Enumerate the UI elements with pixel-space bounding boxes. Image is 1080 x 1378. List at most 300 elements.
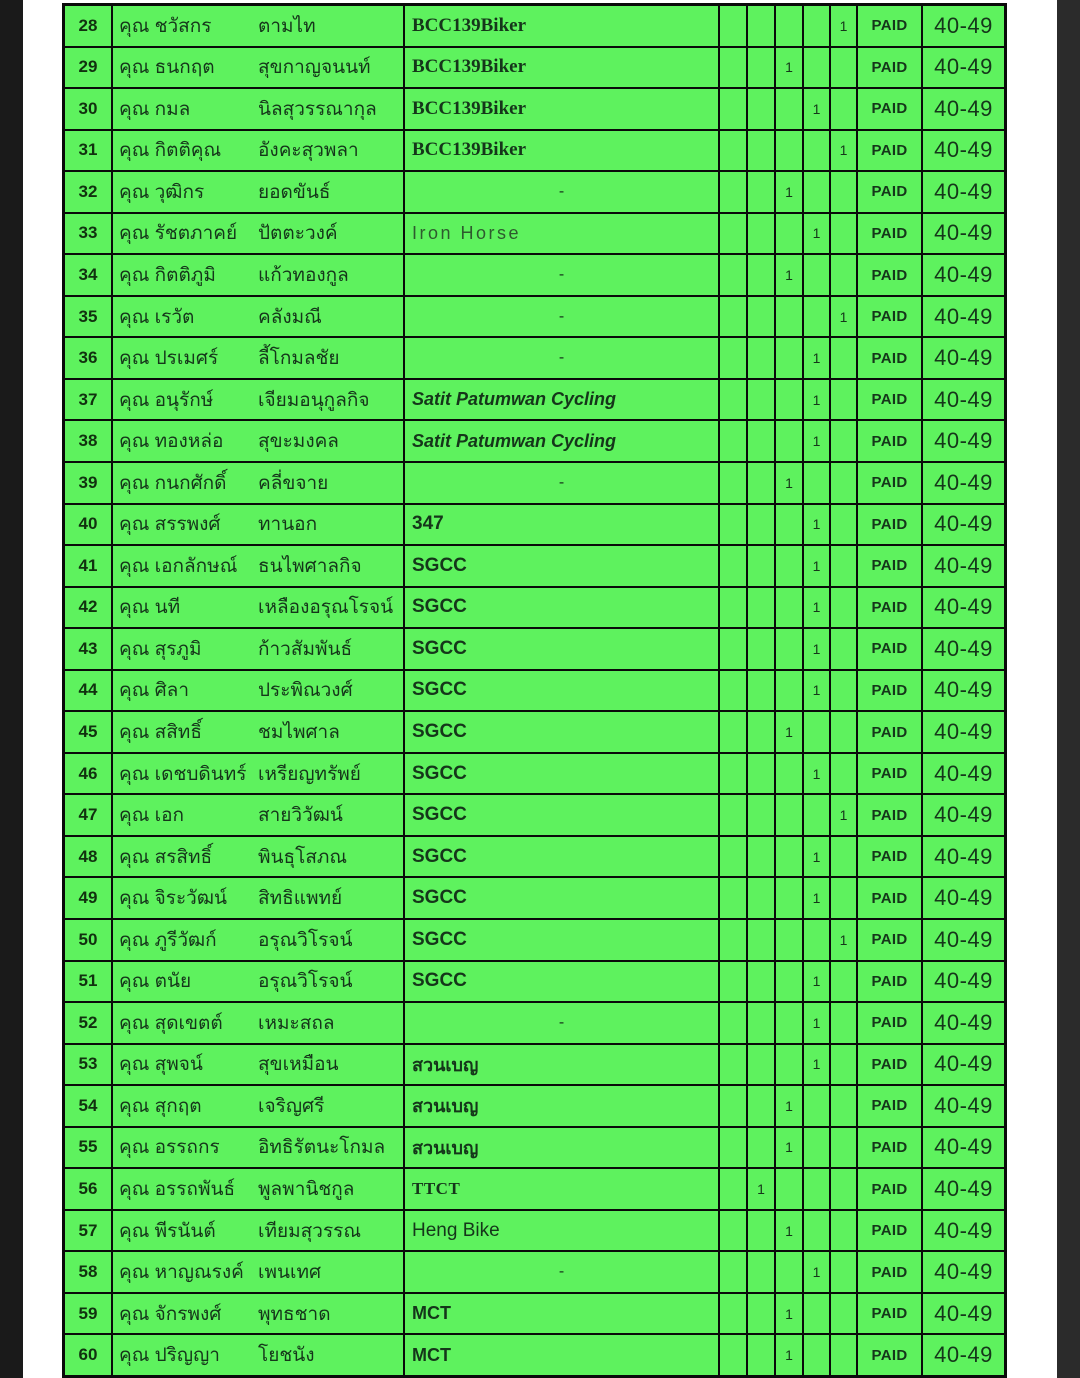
payment-status: PAID	[858, 380, 921, 420]
mark-cell-5	[831, 463, 856, 503]
mark-cell-2	[748, 172, 774, 212]
mark-cell-1	[720, 48, 746, 88]
team-cell: SGCC	[405, 920, 718, 960]
team-cell: -	[405, 255, 718, 295]
row-number: 36	[65, 338, 111, 378]
mark-cell-4	[804, 48, 829, 88]
mark-cell-5	[831, 1128, 856, 1168]
rider-last-name: ก้าวสัมพันธ์	[258, 638, 353, 660]
mark-cell-4	[804, 463, 829, 503]
mark-cell-4	[804, 297, 829, 337]
mark-cell-5	[831, 1169, 856, 1209]
rider-last-name: ปัตตะวงค์	[258, 223, 338, 245]
row-number: 51	[65, 962, 111, 1002]
mark-cell-1	[720, 421, 746, 461]
mark-cell-4: 1	[804, 1045, 829, 1085]
row-number: 29	[65, 48, 111, 88]
mark-cell-5	[831, 1252, 856, 1292]
mark-cell-3	[776, 421, 802, 461]
mark-cell-5	[831, 214, 856, 254]
team-cell: Satit Patumwan Cycling	[405, 380, 718, 420]
age-category: 40-49	[923, 463, 1004, 503]
rider-name-cell	[113, 1003, 403, 1043]
mark-cell-1	[720, 754, 746, 794]
team-cell: Heng Bike	[405, 1211, 718, 1251]
rider-name-cell	[113, 131, 403, 171]
rider-last-name: เจียมอนุกูลกิจ	[258, 389, 370, 411]
mark-cell-3	[776, 1045, 802, 1085]
rider-first-name: คุณ สรรพงศ์	[119, 514, 221, 536]
row-number: 38	[65, 421, 111, 461]
team-cell: SGCC	[405, 588, 718, 628]
row-number: 52	[65, 1003, 111, 1043]
team-cell: SGCC	[405, 671, 718, 711]
payment-status: PAID	[858, 1335, 921, 1375]
rider-last-name: ตามไท	[258, 15, 316, 37]
payment-status: PAID	[858, 297, 921, 337]
mark-cell-3: 1	[776, 255, 802, 295]
mark-cell-5	[831, 1086, 856, 1126]
mark-cell-4: 1	[804, 671, 829, 711]
mark-cell-2	[748, 505, 774, 545]
age-category: 40-49	[923, 671, 1004, 711]
rider-last-name: แก้วทองกูล	[258, 265, 349, 287]
row-number: 34	[65, 255, 111, 295]
rider-name-cell	[113, 89, 403, 129]
mark-cell-1	[720, 380, 746, 420]
payment-status: PAID	[858, 546, 921, 586]
rider-first-name: คุณ ทองหล่อ	[119, 431, 224, 453]
team-cell: SGCC	[405, 878, 718, 918]
row-number: 49	[65, 878, 111, 918]
rider-name-cell	[113, 6, 403, 46]
mark-cell-2	[748, 588, 774, 628]
rider-last-name: อังคะสุวพลา	[258, 140, 359, 162]
mark-cell-5	[831, 89, 856, 129]
team-cell: SGCC	[405, 754, 718, 794]
rider-last-name: สุขเหมือน	[258, 1054, 339, 1076]
mark-cell-4	[804, 1086, 829, 1126]
rider-last-name: ทานอก	[258, 514, 318, 536]
rider-name-cell	[113, 338, 403, 378]
rider-name-cell	[113, 380, 403, 420]
age-category: 40-49	[923, 380, 1004, 420]
rider-last-name: ยอดขันธ์	[258, 181, 331, 203]
mark-cell-5	[831, 421, 856, 461]
mark-cell-5	[831, 837, 856, 877]
mark-cell-3: 1	[776, 1211, 802, 1251]
team-cell: -	[405, 1252, 718, 1292]
age-category: 40-49	[923, 1211, 1004, 1251]
mark-cell-1	[720, 1252, 746, 1292]
mark-cell-2	[748, 131, 774, 171]
rider-last-name: พูลพานิชกูล	[258, 1179, 355, 1201]
mark-cell-1	[720, 255, 746, 295]
mark-cell-1	[720, 920, 746, 960]
rider-last-name: อรุณวิโรจน์	[258, 929, 353, 951]
mark-cell-1	[720, 878, 746, 918]
mark-cell-4	[804, 1128, 829, 1168]
row-number: 37	[65, 380, 111, 420]
mark-cell-5: 1	[831, 131, 856, 171]
mark-cell-1	[720, 837, 746, 877]
mark-cell-2	[748, 214, 774, 254]
payment-status: PAID	[858, 1252, 921, 1292]
mark-cell-2	[748, 1335, 774, 1375]
payment-status: PAID	[858, 6, 921, 46]
mark-cell-3	[776, 1252, 802, 1292]
mark-cell-1	[720, 588, 746, 628]
mark-cell-2	[748, 671, 774, 711]
age-category: 40-49	[923, 588, 1004, 628]
rider-name-cell	[113, 837, 403, 877]
mark-cell-4	[804, 1169, 829, 1209]
mark-cell-3	[776, 920, 802, 960]
mark-cell-1	[720, 962, 746, 1002]
rider-name-cell	[113, 1335, 403, 1375]
payment-status: PAID	[858, 214, 921, 254]
registration-table	[62, 3, 1007, 1378]
mark-cell-3	[776, 1003, 802, 1043]
team-cell: สวนเบญ	[405, 1086, 718, 1126]
row-number: 43	[65, 629, 111, 669]
mark-cell-3: 1	[776, 1294, 802, 1334]
rider-name-cell	[113, 962, 403, 1002]
team-cell: SGCC	[405, 546, 718, 586]
row-number: 35	[65, 297, 111, 337]
mark-cell-1	[720, 1045, 746, 1085]
mark-cell-4: 1	[804, 878, 829, 918]
team-cell: TTCT	[405, 1169, 718, 1209]
rider-name-cell	[113, 505, 403, 545]
rider-first-name: คุณ วุฒิกร	[119, 181, 205, 203]
team-cell: SGCC	[405, 629, 718, 669]
mark-cell-5	[831, 48, 856, 88]
rider-last-name: สุขะมงคล	[258, 431, 339, 453]
left-black-bar	[0, 0, 23, 1378]
team-cell: Satit Patumwan Cycling	[405, 421, 718, 461]
team-cell: 347	[405, 505, 718, 545]
team-cell: สวนเบญ	[405, 1045, 718, 1085]
rider-name-cell	[113, 214, 403, 254]
mark-cell-2	[748, 629, 774, 669]
mark-cell-3	[776, 214, 802, 254]
payment-status: PAID	[858, 505, 921, 545]
mark-cell-5	[831, 338, 856, 378]
rider-name-cell	[113, 1128, 403, 1168]
payment-status: PAID	[858, 1294, 921, 1334]
payment-status: PAID	[858, 837, 921, 877]
rider-last-name: เจริญศรี	[258, 1095, 325, 1117]
team-cell: SGCC	[405, 962, 718, 1002]
rider-last-name: สิทธิแพทย์	[258, 888, 343, 910]
rider-last-name: ประพิณวงศ์	[258, 680, 353, 702]
mark-cell-1	[720, 1335, 746, 1375]
team-cell: Iron Horse	[405, 214, 718, 254]
row-number: 59	[65, 1294, 111, 1334]
age-category: 40-49	[923, 1169, 1004, 1209]
row-number: 47	[65, 795, 111, 835]
mark-cell-3	[776, 297, 802, 337]
rider-first-name: คุณ จิระวัฒน์	[119, 888, 227, 910]
mark-cell-1	[720, 214, 746, 254]
mark-cell-5	[831, 1335, 856, 1375]
payment-status: PAID	[858, 1211, 921, 1251]
payment-status: PAID	[858, 671, 921, 711]
team-cell: SGCC	[405, 712, 718, 752]
rider-last-name: สุขกาญจนนท์	[258, 57, 371, 79]
payment-status: PAID	[858, 920, 921, 960]
mark-cell-4	[804, 712, 829, 752]
mark-cell-4	[804, 1294, 829, 1334]
rider-first-name: คุณ กนกศักดิ์	[119, 472, 227, 494]
mark-cell-5	[831, 878, 856, 918]
rider-last-name: ลี้โกมลชัย	[258, 348, 340, 370]
row-number: 54	[65, 1086, 111, 1126]
mark-cell-1	[720, 795, 746, 835]
rider-first-name: คุณ อรรถกร	[119, 1137, 220, 1159]
mark-cell-1	[720, 1086, 746, 1126]
mark-cell-3: 1	[776, 1335, 802, 1375]
mark-cell-5	[831, 172, 856, 212]
age-category: 40-49	[923, 505, 1004, 545]
row-number: 39	[65, 463, 111, 503]
row-number: 33	[65, 214, 111, 254]
team-cell: BCC139Biker	[405, 89, 718, 129]
mark-cell-3	[776, 338, 802, 378]
mark-cell-2	[748, 6, 774, 46]
mark-cell-2	[748, 255, 774, 295]
mark-cell-4: 1	[804, 754, 829, 794]
rider-name-cell	[113, 878, 403, 918]
mark-cell-3	[776, 505, 802, 545]
mark-cell-2	[748, 48, 774, 88]
payment-status: PAID	[858, 255, 921, 295]
rider-last-name: เหรียญทรัพย์	[258, 763, 361, 785]
rider-first-name: คุณ สุพจน์	[119, 1054, 203, 1076]
rider-first-name: คุณ ปริญญา	[119, 1345, 220, 1367]
payment-status: PAID	[858, 89, 921, 129]
mark-cell-3: 1	[776, 172, 802, 212]
mark-cell-3	[776, 629, 802, 669]
team-cell: SGCC	[405, 795, 718, 835]
mark-cell-3	[776, 962, 802, 1002]
payment-status: PAID	[858, 629, 921, 669]
right-black-bar	[1057, 0, 1080, 1378]
rider-first-name: คุณ ธนกฤต	[119, 57, 215, 79]
rider-last-name: โยชนัง	[258, 1345, 315, 1367]
rider-name-cell	[113, 712, 403, 752]
row-number: 41	[65, 546, 111, 586]
payment-status: PAID	[858, 754, 921, 794]
age-category: 40-49	[923, 546, 1004, 586]
mark-cell-4	[804, 1335, 829, 1375]
payment-status: PAID	[858, 588, 921, 628]
mark-cell-4: 1	[804, 380, 829, 420]
mark-cell-5: 1	[831, 795, 856, 835]
mark-cell-5	[831, 671, 856, 711]
rider-name-cell	[113, 629, 403, 669]
age-category: 40-49	[923, 1252, 1004, 1292]
payment-status: PAID	[858, 1169, 921, 1209]
rider-last-name: เหลืองอรุณโรจน์	[258, 597, 394, 619]
rider-first-name: คุณ สุกฤต	[119, 1095, 202, 1117]
mark-cell-3: 1	[776, 1086, 802, 1126]
mark-cell-5	[831, 1045, 856, 1085]
mark-cell-5	[831, 962, 856, 1002]
mark-cell-4: 1	[804, 505, 829, 545]
rider-name-cell	[113, 920, 403, 960]
rider-last-name: ชมไพศาล	[258, 722, 340, 744]
rider-first-name: คุณ สรสิทธิ์	[119, 846, 213, 868]
age-category: 40-49	[923, 6, 1004, 46]
rider-name-cell	[113, 1169, 403, 1209]
mark-cell-1	[720, 338, 746, 378]
mark-cell-2	[748, 463, 774, 503]
row-number: 55	[65, 1128, 111, 1168]
mark-cell-2	[748, 1086, 774, 1126]
row-number: 48	[65, 837, 111, 877]
mark-cell-5: 1	[831, 6, 856, 46]
age-category: 40-49	[923, 1335, 1004, 1375]
mark-cell-1	[720, 671, 746, 711]
rider-name-cell	[113, 588, 403, 628]
rider-first-name: คุณ เอกลักษณ์	[119, 555, 238, 577]
rider-name-cell	[113, 1211, 403, 1251]
mark-cell-4	[804, 255, 829, 295]
mark-cell-2: 1	[748, 1169, 774, 1209]
mark-cell-2	[748, 546, 774, 586]
mark-cell-5	[831, 1003, 856, 1043]
payment-status: PAID	[858, 463, 921, 503]
mark-cell-1	[720, 6, 746, 46]
mark-cell-2	[748, 1294, 774, 1334]
mark-cell-2	[748, 380, 774, 420]
team-cell: BCC139Biker	[405, 131, 718, 171]
mark-cell-2	[748, 795, 774, 835]
age-category: 40-49	[923, 89, 1004, 129]
payment-status: PAID	[858, 48, 921, 88]
rider-first-name: คุณ กิตติภูมิ	[119, 265, 216, 287]
mark-cell-4: 1	[804, 962, 829, 1002]
age-category: 40-49	[923, 172, 1004, 212]
mark-cell-1	[720, 297, 746, 337]
mark-cell-1	[720, 505, 746, 545]
rider-first-name: คุณ เรวัต	[119, 306, 195, 328]
rider-last-name: อรุณวิโรจน์	[258, 971, 353, 993]
mark-cell-5	[831, 754, 856, 794]
rider-name-cell	[113, 297, 403, 337]
row-number: 45	[65, 712, 111, 752]
mark-cell-5	[831, 546, 856, 586]
age-category: 40-49	[923, 131, 1004, 171]
mark-cell-1	[720, 463, 746, 503]
payment-status: PAID	[858, 421, 921, 461]
mark-cell-3	[776, 6, 802, 46]
mark-cell-4: 1	[804, 89, 829, 129]
mark-cell-2	[748, 338, 774, 378]
rider-first-name: คุณ นที	[119, 597, 181, 619]
team-cell: SGCC	[405, 837, 718, 877]
mark-cell-4: 1	[804, 1003, 829, 1043]
mark-cell-1	[720, 131, 746, 171]
row-number: 44	[65, 671, 111, 711]
team-cell: -	[405, 297, 718, 337]
age-category: 40-49	[923, 837, 1004, 877]
mark-cell-4: 1	[804, 421, 829, 461]
mark-cell-5	[831, 1211, 856, 1251]
payment-status: PAID	[858, 131, 921, 171]
age-category: 40-49	[923, 962, 1004, 1002]
mark-cell-3	[776, 380, 802, 420]
mark-cell-2	[748, 1252, 774, 1292]
mark-cell-1	[720, 1294, 746, 1334]
mark-cell-5	[831, 255, 856, 295]
rider-first-name: คุณ กมล	[119, 98, 191, 120]
age-category: 40-49	[923, 920, 1004, 960]
mark-cell-2	[748, 878, 774, 918]
rider-first-name: คุณ ตนัย	[119, 971, 192, 993]
mark-cell-2	[748, 421, 774, 461]
team-cell: -	[405, 1003, 718, 1043]
mark-cell-3	[776, 837, 802, 877]
rider-name-cell	[113, 1086, 403, 1126]
rider-last-name: พุทธชาด	[258, 1303, 331, 1325]
payment-status: PAID	[858, 1003, 921, 1043]
rider-name-cell	[113, 754, 403, 794]
team-cell: สวนเบญ	[405, 1128, 718, 1168]
mark-cell-3	[776, 588, 802, 628]
row-number: 31	[65, 131, 111, 171]
mark-cell-1	[720, 172, 746, 212]
rider-first-name: คุณ พีรนันต์	[119, 1220, 216, 1242]
rider-first-name: คุณ เดชบดินทร์	[119, 763, 247, 785]
team-cell: BCC139Biker	[405, 48, 718, 88]
mark-cell-5: 1	[831, 920, 856, 960]
mark-cell-2	[748, 1128, 774, 1168]
row-number: 30	[65, 89, 111, 129]
mark-cell-3	[776, 878, 802, 918]
rider-first-name: คุณ กิตติคุณ	[119, 140, 222, 162]
rider-first-name: คุณ ชวัสกร	[119, 15, 212, 37]
payment-status: PAID	[858, 1086, 921, 1126]
row-number: 46	[65, 754, 111, 794]
team-cell: -	[405, 463, 718, 503]
mark-cell-3: 1	[776, 1128, 802, 1168]
row-number: 57	[65, 1211, 111, 1251]
mark-cell-4	[804, 1211, 829, 1251]
mark-cell-1	[720, 1169, 746, 1209]
rider-first-name: คุณ หาญณรงค์	[119, 1262, 244, 1284]
mark-cell-4	[804, 920, 829, 960]
rider-first-name: คุณ อนุรักษ์	[119, 389, 214, 411]
mark-cell-3: 1	[776, 463, 802, 503]
mark-cell-2	[748, 920, 774, 960]
rider-name-cell	[113, 48, 403, 88]
rider-last-name: เหมะสถล	[258, 1012, 335, 1034]
team-cell: -	[405, 338, 718, 378]
rider-last-name: ธนไพศาลกิจ	[258, 555, 362, 577]
row-number: 42	[65, 588, 111, 628]
team-cell: MCT	[405, 1335, 718, 1375]
row-number: 50	[65, 920, 111, 960]
team-cell: BCC139Biker	[405, 6, 718, 46]
rider-name-cell	[113, 1294, 403, 1334]
row-number: 60	[65, 1335, 111, 1375]
age-category: 40-49	[923, 1294, 1004, 1334]
age-category: 40-49	[923, 629, 1004, 669]
rider-first-name: คุณ ภูรีวัฒก์	[119, 929, 217, 951]
